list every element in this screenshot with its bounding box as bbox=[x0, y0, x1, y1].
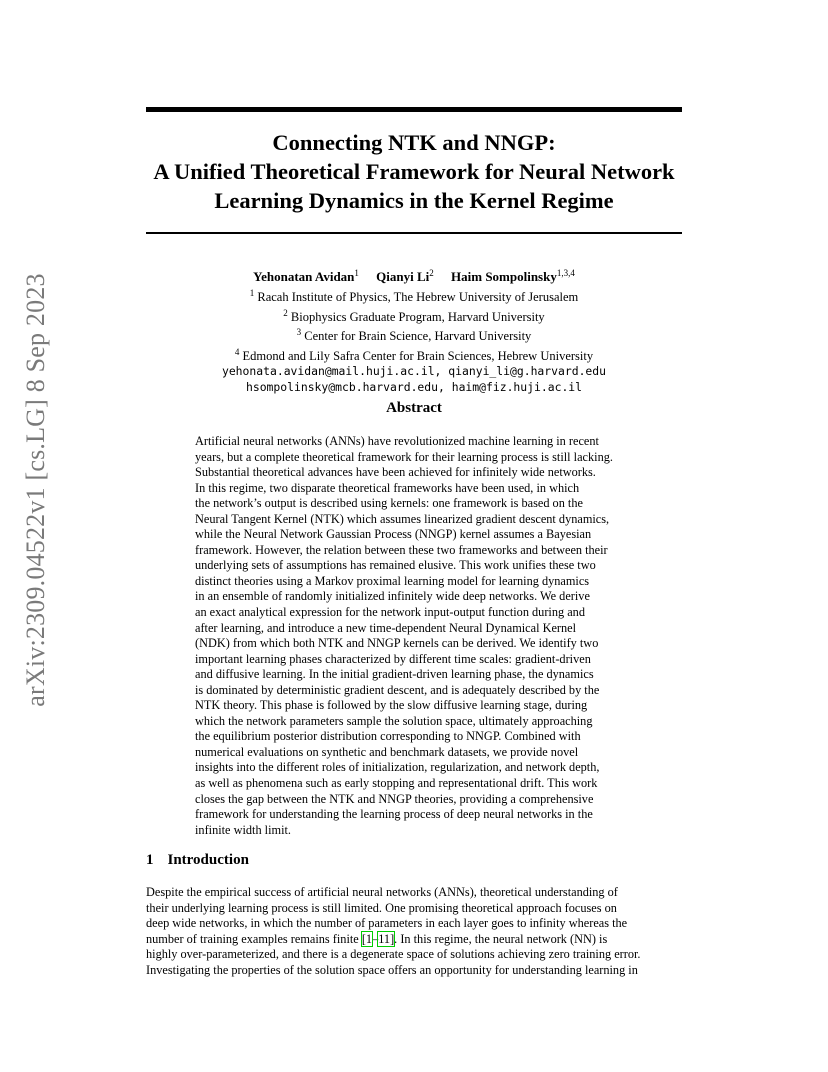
email-line[interactable]: hsompolinsky@mcb.harvard.edu, haim@fiz.huji.ac.il bbox=[245, 379, 583, 394]
author-affil-marker: 2 bbox=[429, 268, 434, 278]
title-line: Learning Dynamics in the Kernel Regime bbox=[214, 188, 614, 213]
abstract-line: closes the gap between the NTK and NNGP theories, providing a comprehensive bbox=[195, 791, 594, 806]
abstract-heading: Abstract bbox=[386, 400, 442, 416]
title-line: A Unified Theoretical Framework for Neural Network bbox=[153, 159, 675, 184]
affiliations bbox=[120, 286, 708, 395]
abstract-line: important learning phases characterized by different time scales: gradient-driven bbox=[195, 651, 591, 666]
affiliation-number: 4 bbox=[234, 346, 240, 357]
abstract-body bbox=[195, 434, 635, 838]
affiliation-number: 2 bbox=[283, 307, 288, 318]
abstract-line: (NDK) from which both NTK and NNGP kernels can be derived. We identify two bbox=[195, 636, 599, 651]
body-line: Despite the empirical success of artificial neural networks (ANNs), theoretical understanding of bbox=[146, 885, 618, 899]
affiliation-number: 1 bbox=[249, 288, 255, 298]
author-list bbox=[120, 268, 708, 285]
body-text: . In this regime, the neural network (NN) is bbox=[394, 931, 608, 946]
abstract-line: the network’s output is described using kernels: one framework is based on the bbox=[195, 496, 583, 511]
abstract-line: as well as phenomena such as early stopping and representational drift. This work bbox=[195, 776, 598, 791]
author-affil-marker: 1 bbox=[354, 268, 359, 278]
section-title: Introduction bbox=[167, 852, 249, 868]
author bbox=[253, 268, 359, 285]
body-line: highly over-parameterized, and there is a degenerate space of solutions achieving zero training error. bbox=[146, 947, 641, 962]
section-number: 1 bbox=[146, 852, 154, 868]
author-name: Yehonatan Avidan bbox=[253, 269, 355, 284]
abstract-line: numerical evaluations on synthetic and benchmark datasets, we provide novel bbox=[195, 744, 579, 759]
abstract-line: in an ensemble of randomly initialized infinitely wide deep networks. We derive bbox=[195, 589, 590, 604]
abstract-line: while the Neural Network Gaussian Process (NNGP) kernel assumes a Bayesian bbox=[195, 527, 592, 542]
abstract-line: after learning, and introduce a new time-dependent Neural Dynamical Kernel bbox=[195, 620, 577, 635]
title-top-rule bbox=[146, 107, 682, 112]
title-bottom-rule bbox=[146, 232, 682, 234]
abstract-line: the equilibrium posterior distribution corresponding to NNGP. Combined with bbox=[195, 729, 581, 744]
title-line: Connecting NTK and NNGP: bbox=[272, 130, 556, 155]
abstract-line: framework. However, the relation between these two frameworks and between their bbox=[195, 542, 608, 557]
arxiv-stamp: arXiv:2309.04522v1 [cs.LG] 8 Sep 2023 bbox=[21, 273, 50, 707]
abstract-line: which the network parameters sample the solution space, ultimately approaching bbox=[195, 713, 593, 728]
abstract-line: NTK theory. This phase is followed by the slow diffusive learning stage, during bbox=[195, 698, 588, 713]
affiliation-text: Edmond and Lily Safra Center for Brain Sciences, Hebrew University bbox=[242, 348, 594, 363]
abstract-line: Neural Tangent Kernel (NTK) which assumes linearized gradient descent dynamics, bbox=[195, 511, 610, 526]
affiliation-text: Center for Brain Science, Harvard University bbox=[304, 329, 532, 343]
body-line: their underlying learning process is still limited. One promising theoretical approach focuses on bbox=[146, 900, 617, 915]
abstract-line: years, but a complete theoretical framework for their learning process is still lacking. bbox=[195, 449, 613, 464]
affiliation-text: Racah Institute of Physics, The Hebrew University of Jerusalem bbox=[257, 290, 579, 304]
affiliation bbox=[120, 325, 708, 345]
abstract-line: In this regime, two disparate theoretical frameworks have been used, in which bbox=[195, 480, 580, 495]
abstract-line: and diffusive learning. In the initial gradient-driven learning phase, the dynamics bbox=[195, 667, 594, 682]
citation-link[interactable]: [1 bbox=[361, 931, 373, 946]
citation-link[interactable]: 11] bbox=[378, 931, 395, 946]
abstract-line: Artificial neural networks (ANNs) have revolutionized machine learning in recent bbox=[195, 434, 599, 448]
author-affil-marker: 1,3,4 bbox=[556, 268, 575, 278]
author bbox=[376, 268, 434, 285]
affiliation-text: Biophysics Graduate Program, Harvard University bbox=[290, 309, 545, 324]
introduction-body bbox=[146, 885, 682, 979]
abstract-line: framework for understanding the learning process of deep neural networks in the bbox=[195, 807, 593, 822]
email-line[interactable]: yehonata.avidan@mail.huji.ac.il, qianyi_li@g.harvard.edu bbox=[221, 364, 607, 378]
affiliation bbox=[120, 286, 708, 306]
body-text: number of training examples remains finite bbox=[146, 931, 362, 946]
author bbox=[451, 268, 575, 285]
body-line: deep wide networks, in which the number of parameters in each layer goes to infinity whereas the bbox=[146, 916, 628, 931]
abstract-line: insights into the different roles of initialization, regularization, and network depth, bbox=[195, 760, 600, 775]
abstract-line: infinite width limit. bbox=[195, 822, 291, 837]
body-line bbox=[146, 932, 682, 948]
affiliation-number: 3 bbox=[296, 327, 302, 337]
abstract-line: underlying sets of assumptions has remained elusive. This work unifies these two bbox=[195, 558, 596, 573]
affiliation bbox=[120, 345, 708, 365]
body-line: Investigating the properties of the solution space offers an opportunity for understanding learning in bbox=[146, 962, 638, 977]
author-name: Qianyi Li bbox=[376, 269, 430, 284]
abstract-line: Substantial theoretical advances have been achieved for infinitely wide networks. bbox=[195, 465, 596, 480]
citation-dash: – bbox=[372, 931, 379, 946]
section-heading-introduction bbox=[146, 852, 249, 869]
affiliation bbox=[120, 306, 708, 326]
abstract-line: is dominated by deterministic gradient descent, and is adequately described by the bbox=[195, 682, 600, 697]
abstract-line: distinct theories using a Markov proximal learning model for learning dynamics bbox=[195, 573, 590, 588]
paper-title bbox=[120, 128, 708, 215]
author-name: Haim Sompolinsky bbox=[451, 269, 557, 284]
abstract-line: an exact analytical expression for the network input-output function during and bbox=[195, 605, 585, 620]
